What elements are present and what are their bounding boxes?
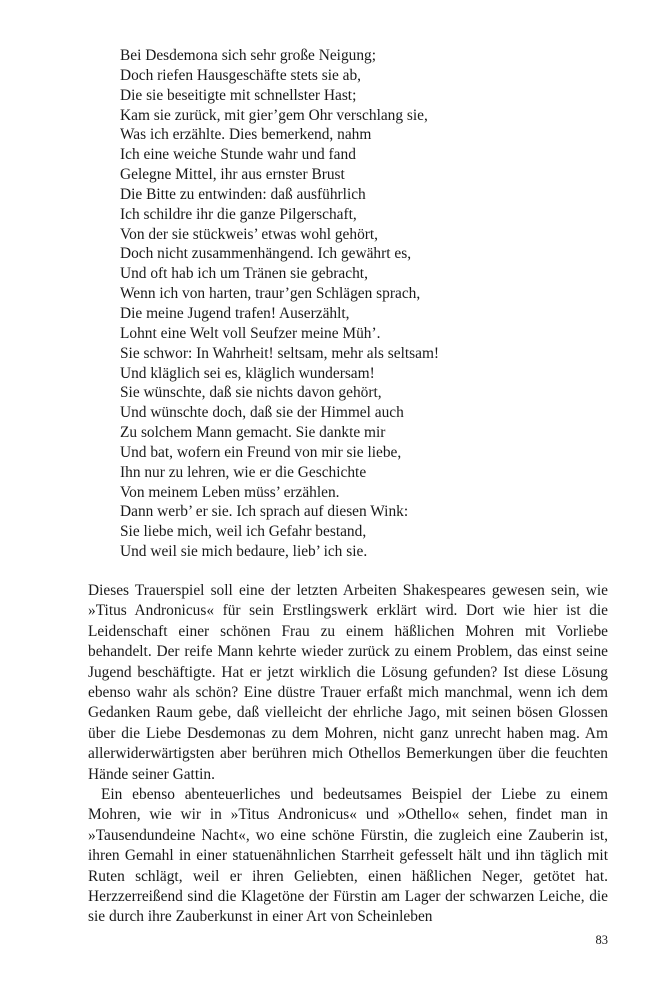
verse-line: Und wünschte doch, daß sie der Himmel auch — [120, 404, 404, 422]
verse-line: Dann werb’ er sie. Ich sprach auf diesen Wink: — [120, 503, 409, 521]
page-body — [88, 46, 608, 928]
verse-line: Zu solchem Mann gemacht. Sie dankte mir — [120, 424, 386, 442]
verse-line: Kam sie zurück, mit gier’gem Ohr verschlang sie, — [120, 106, 428, 124]
verse-line: Sie liebe mich, weil ich Gefahr bestand, — [120, 523, 367, 541]
verse-line: Sie wünschte, daß sie nichts davon gehört, — [120, 384, 382, 402]
verse-line: Lohnt eine Welt voll Seufzer meine Müh’. — [120, 324, 381, 342]
verse-line: Gelegne Mittel, ihr aus ernster Brust — [120, 166, 345, 184]
verse-line: Ihn nur zu lehren, wie er die Geschichte — [120, 463, 367, 481]
prose-section — [88, 581, 608, 928]
verse-line: Wenn ich von harten, traur’gen Schlägen sprach, — [120, 285, 421, 303]
verse-line: Was ich erzählte. Dies bemerkend, nahm — [120, 126, 372, 144]
verse-line: Sie schwor: In Wahrheit! seltsam, mehr als seltsam! — [120, 344, 440, 362]
verse-quotation — [120, 46, 608, 562]
verse-line: Doch nicht zusammenhängend. Ich gewährt es, — [120, 245, 412, 263]
verse-line: Von der sie stückweis’ etwas wohl gehört, — [120, 225, 379, 243]
verse-line: Die sie beseitigte mit schnellster Hast; — [120, 86, 357, 104]
page-number: 83 — [595, 933, 608, 947]
verse-line: Die Bitte zu entwinden: daß ausführlich — [120, 185, 366, 203]
verse-line: Und oft hab ich um Tränen sie gebracht, — [120, 265, 368, 283]
verse-line: Bei Desdemona sich sehr große Neigung; — [120, 47, 377, 64]
verse-line: Und kläglich sei es, kläglich wundersam! — [120, 364, 375, 382]
verse-line: Ich schildre ihr die ganze Pilgerschaft, — [120, 205, 357, 223]
paragraph: Ein ebenso abenteuerliches und bedeutsames Beispiel der Liebe zu einem Mohren, wie wir in »Titus Andronicus« und »Othello« sehen, findet man in »Tausendundeine Nacht«, wo eine schöne Fürstin, die zugleich eine Zauberin ist, ihren Gemahl in einer statuenähnlichen Starrheit gefesselt hält und ihn täglich mit Ruten schlägt, weil er ihren Geliebten, einen häßlichen Neger, getötet hat. Herzzerreißend sind die Klagetöne der Fürstin am Lager der schwarzen Leiche, die sie durch ihre Zauberkunst in einer Art von Scheinleben — [88, 786, 608, 926]
verse-line: Ich eine weiche Stunde wahr und fand — [120, 146, 356, 164]
verse-line: Von meinem Leben müss’ erzählen. — [120, 483, 340, 501]
paragraph: Dieses Trauerspiel soll eine der letzten Arbeiten Shakespeares gewesen sein, wie »Titus Andronicus« für sein Erstlingswerk erklärt wird. Dort wie hier ist die Leidenschaft einer schönen Frau zu einem häßlichen Mohren mit Vorliebe behandelt. Der reife Mann kehrte wieder zurück zu einem Problem, das einst seine Jugend beschäftigte. Hat er jetzt wirklich die Lösung gefunden? Ist diese Lösung ebenso wahr als schön? Eine düstre Trauer erfaßt mich manchmal, wenn ich dem Gedanken Raum gebe, daß vielleicht der ehrliche Jago, mit seinen bösen Glossen über die Liebe Desdemonas zu dem Mohren, nicht ganz unrecht haben mag. Am allerwiderwärtigsten aber berühren mich Othellos Bemerkungen über die feuchten Hände seiner Gattin. — [88, 581, 608, 783]
verse-line: Die meine Jugend trafen! Auserzählt, — [120, 304, 350, 322]
verse-line: Doch riefen Hausgeschäfte stets sie ab, — [120, 66, 362, 84]
verse-line: Und weil sie mich bedaure, lieb’ ich sie. — [120, 543, 368, 561]
verse-line: Und bat, wofern ein Freund von mir sie liebe, — [120, 443, 402, 461]
